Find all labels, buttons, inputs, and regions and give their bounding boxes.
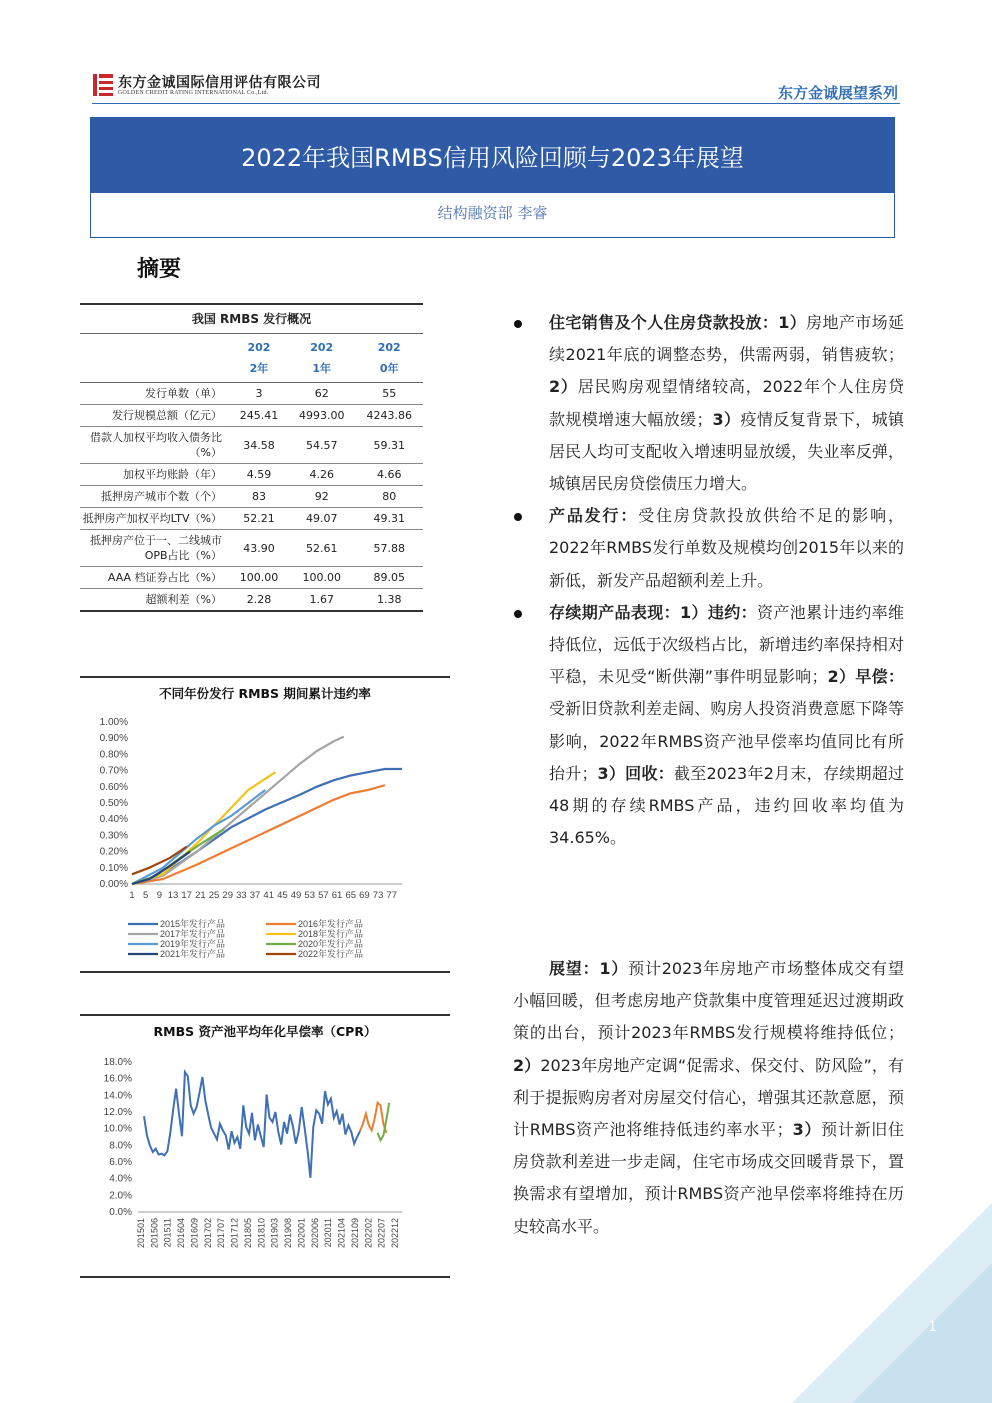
x-tick-label: 201511 — [162, 1218, 173, 1248]
table-row — [80, 464, 423, 486]
author-line: 结构融资部 李睿 — [437, 204, 548, 222]
bold-run: 2）早偿： — [827, 667, 904, 687]
year-part: 202 — [377, 341, 401, 354]
y-tick-label: 0.0% — [109, 1207, 132, 1218]
cell: 43.90 — [230, 530, 288, 567]
x-tick-label: 21 — [195, 890, 206, 901]
bullet-item — [512, 500, 904, 597]
cell: 52.21 — [230, 508, 288, 530]
y-tick-label: 0.10% — [99, 862, 128, 874]
table-caption: 我国 RMBS 发行概况 — [80, 304, 423, 334]
legend-label: 2017年发行产品 — [160, 929, 226, 939]
y-tick-label: 8.0% — [109, 1140, 132, 1152]
bold-run: 3） — [712, 409, 741, 429]
row-label: 借款人加权平均收入债务比（%） — [80, 427, 230, 464]
y-tick-label: 16.0% — [103, 1073, 132, 1085]
rmbs-issuance-table — [80, 303, 423, 612]
table-year-2022 — [230, 334, 288, 383]
row-label: 发行单数（单） — [80, 383, 230, 405]
cell: 59.31 — [355, 427, 423, 464]
report-title: 2022年我国RMBS信用风险回顾与2023年展望 — [91, 118, 894, 193]
text-run: 截至2023年2月末，存续期超过48期的存续RMBS产品，违约回收率均值为34.65%。 — [549, 763, 904, 848]
year-part: 0年 — [379, 362, 399, 375]
row-label: 抵押房产位于一、二线城市OPB占比（%） — [80, 530, 230, 567]
cell: 3 — [230, 383, 288, 405]
bullet-heading: 产品发行： — [549, 506, 639, 526]
bold-run: 2） — [549, 377, 578, 397]
legend-label: 2015年发行产品 — [160, 919, 226, 929]
legend-label: 2016年发行产品 — [298, 919, 364, 929]
text-run: 预计2023年房地产市场整体成交有望小幅回暖，但考虑房地产贷款集中度管理延迟过渡期政策的出台，预计2023年RMBS发行规模将维持低位； — [513, 959, 904, 1043]
cell: 54.57 — [288, 427, 356, 464]
text-run: 2023年房地产定调“促需求、保交付、防风险”，有利于提振购房者对房屋交付信心，增强其还款意愿，预计RMBS资产池将维持低违约率水平； — [513, 1055, 904, 1140]
y-tick-label: 0.30% — [99, 830, 128, 842]
cell: 245.41 — [230, 405, 288, 427]
bullet-heading: 存续期产品表现： — [549, 602, 680, 622]
cell: 49.07 — [288, 508, 356, 530]
series-line — [132, 790, 265, 884]
cpr-plot — [80, 1040, 450, 1274]
bullet-item — [512, 307, 904, 500]
cell: 49.31 — [355, 508, 423, 530]
text-run: 疫情反复背景下，城镇居民人均可支配收入增速明显放缓，失业率反弹，城镇居民房贷偿债压力增大。 — [549, 409, 904, 494]
x-tick-label: 202006 — [309, 1218, 320, 1249]
bullet-item — [512, 597, 904, 855]
text-run: 预计新旧住房贷款利差进一步走阔，住宅市场成交回暖背景下，置换需求有望增加，预计RMBS资产池早偿率将维持在历史较高水平。 — [513, 1120, 904, 1236]
x-tick-label: 45 — [277, 890, 288, 901]
default-rate-chart — [80, 676, 450, 973]
y-tick-label: 0.70% — [99, 765, 128, 777]
x-tick-label: 25 — [208, 890, 220, 901]
x-tick-label: 65 — [345, 890, 357, 901]
text-run: 受住房贷款投放供给不足的影响，2022年RMBS发行单数及规模均创2015年以来的新低，新发产品超额利差上升。 — [549, 506, 904, 590]
cell: 1.38 — [355, 589, 423, 612]
abstract-heading: 摘要 — [137, 257, 182, 282]
cell: 80 — [355, 486, 423, 508]
cell: 92 — [288, 486, 356, 508]
table-row — [80, 405, 423, 427]
y-tick-label: 0.20% — [99, 846, 128, 858]
default-rate-plot — [80, 702, 450, 970]
chart-title: RMBS 资产池平均年化早偿率（CPR） — [153, 1024, 377, 1039]
x-tick-label: 41 — [263, 890, 274, 901]
row-label: 抵押房产城市个数（个） — [80, 486, 230, 508]
y-tick-label: 0.00% — [99, 879, 128, 890]
x-tick-label: 202104 — [336, 1218, 347, 1249]
cell: 83 — [230, 486, 288, 508]
series-line — [132, 772, 276, 884]
x-tick-label: 69 — [359, 890, 370, 901]
table-header-row — [80, 334, 423, 383]
bullet-heading: 住宅销售及个人住房贷款投放： — [549, 313, 779, 332]
table-header-blank — [80, 334, 230, 383]
page-number: 1 — [928, 1319, 937, 1335]
x-tick-label: 201908 — [283, 1218, 294, 1249]
legend-label: 2018年发行产品 — [298, 929, 364, 939]
x-tick-label: 77 — [386, 890, 398, 901]
x-tick-label: 202207 — [376, 1218, 387, 1249]
bold-run: 1） — [599, 959, 629, 978]
x-tick-label: 17 — [181, 890, 192, 901]
y-tick-label: 18.0% — [103, 1057, 132, 1068]
table-row — [80, 508, 423, 530]
x-tick-label: 29 — [222, 890, 233, 901]
y-tick-label: 1.00% — [99, 717, 128, 728]
series-line — [360, 1103, 386, 1133]
corner-decoration — [762, 1163, 992, 1403]
y-tick-label: 4.0% — [109, 1173, 132, 1185]
x-tick-label: 201903 — [269, 1218, 280, 1249]
cell: 4.59 — [230, 464, 288, 486]
cell: 34.58 — [230, 427, 288, 464]
y-tick-label: 14.0% — [103, 1090, 132, 1102]
legend-label: 2022年发行产品 — [298, 949, 364, 959]
x-tick-label: 49 — [290, 890, 302, 901]
row-label: 超额利差（%） — [80, 589, 230, 612]
legend-label: 2019年发行产品 — [160, 939, 226, 949]
year-part: 202 — [247, 341, 271, 354]
y-tick-label: 2.0% — [109, 1190, 132, 1202]
table-row — [80, 530, 423, 567]
company-logo-icon — [92, 72, 114, 98]
series-line — [144, 1072, 360, 1178]
x-tick-label: 201501 — [136, 1218, 146, 1249]
year-part: 202 — [310, 341, 334, 354]
table-row — [80, 486, 423, 508]
cell: 55 — [355, 383, 423, 405]
cell: 4243.86 — [355, 405, 423, 427]
summary-bullets — [512, 307, 904, 854]
bold-run: 3）回收： — [597, 763, 674, 783]
x-tick-label: 201810 — [256, 1218, 267, 1249]
bullet-dot-icon — [514, 513, 522, 521]
y-tick-label: 0.50% — [99, 798, 128, 809]
x-tick-label: 202011 — [323, 1218, 334, 1248]
row-label: 抵押房产加权平均LTV（%） — [80, 508, 230, 530]
cell: 4993.00 — [288, 405, 356, 427]
y-tick-label: 12.0% — [103, 1107, 132, 1118]
table-row — [80, 567, 423, 589]
title-box — [90, 117, 895, 238]
table-year-2020 — [355, 334, 423, 383]
x-tick-label: 202109 — [349, 1218, 360, 1249]
y-tick-label: 0.40% — [99, 814, 128, 826]
x-tick-label: 53 — [304, 890, 316, 901]
bold-run: 展望： — [549, 959, 600, 978]
y-tick-label: 0.90% — [99, 733, 128, 745]
x-tick-label: 202212 — [390, 1218, 400, 1249]
cell: 89.05 — [355, 567, 423, 589]
bold-run: 1）违约： — [679, 602, 757, 622]
cell: 57.88 — [355, 530, 423, 567]
legend-label: 2021年发行产品 — [160, 949, 226, 959]
row-label: AAA 档证券占比（%） — [80, 567, 230, 589]
table-row — [80, 589, 423, 612]
x-tick-label: 13 — [167, 890, 179, 901]
year-part: 2年 — [249, 362, 269, 375]
text-run: 受新旧贷款利差走阔、购房人投资消费意愿下降等影响，2022年RMBS资产池早偿率均值同比有所抬升； — [549, 699, 904, 783]
x-tick-label: 201712 — [229, 1218, 240, 1249]
company-name-en: GOLDEN CREDIT RATING INTERNATIONAL Co.,Ltd. — [118, 90, 269, 96]
text-run: 房地产市场延续2021年底的调整态势，供需两弱，销售疲软； — [549, 313, 904, 365]
x-tick-label: 201609 — [189, 1218, 200, 1249]
x-tick-label: 201506 — [149, 1218, 160, 1249]
bold-run: 2） — [513, 1055, 541, 1075]
y-tick-label: 6.0% — [109, 1157, 132, 1168]
x-tick-label: 201702 — [202, 1218, 213, 1249]
x-tick-label: 201805 — [242, 1218, 253, 1249]
cell: 52.61 — [288, 530, 356, 567]
x-tick-label: 61 — [331, 890, 343, 901]
y-tick-label: 0.60% — [99, 781, 128, 793]
text-run: 资产池累计违约率维持低位，远低于次级档占比，新增违约率保持相对平稳，未见受“断供潮”事件明显影响； — [549, 602, 904, 687]
table-row — [80, 427, 423, 464]
header-divider — [92, 103, 900, 104]
text-run: 居民购房观望情绪较高，2022年个人住房贷款规模增速大幅放缓； — [549, 377, 904, 429]
x-tick-label: 33 — [236, 890, 247, 901]
bold-run: 3） — [792, 1120, 822, 1140]
year-part: 1年 — [312, 362, 332, 375]
table-row — [80, 383, 423, 405]
bullet-dot-icon — [514, 320, 522, 328]
x-tick-label: 37 — [249, 890, 261, 901]
series-label: 东方金诚展望系列 — [777, 84, 898, 102]
cell: 62 — [288, 383, 356, 405]
cell: 1.67 — [288, 589, 356, 612]
x-tick-label: 202202 — [363, 1218, 374, 1249]
cell: 4.66 — [355, 464, 423, 486]
x-tick-label: 5 — [143, 890, 149, 901]
x-tick-label: 201604 — [176, 1218, 187, 1249]
x-tick-label: 1 — [129, 890, 135, 901]
x-tick-label: 202001 — [296, 1218, 307, 1249]
row-label: 加权平均账龄（年） — [80, 464, 230, 486]
cpr-chart — [80, 1014, 450, 1278]
company-name-cn: 东方金诚国际信用评估有限公司 — [118, 75, 321, 91]
cell: 100.00 — [288, 567, 356, 589]
x-tick-label: 9 — [156, 890, 162, 901]
bold-run: 1） — [778, 313, 807, 332]
cell: 100.00 — [230, 567, 288, 589]
table-year-2021 — [288, 334, 356, 383]
row-label: 发行规模总额（亿元） — [80, 405, 230, 427]
chart-title: 不同年份发行 RMBS 期间累计违约率 — [159, 686, 371, 701]
x-tick-label: 73 — [372, 890, 384, 901]
y-tick-label: 10.0% — [103, 1123, 132, 1135]
cell: 4.26 — [288, 464, 356, 486]
bullet-dot-icon — [514, 610, 522, 618]
cell: 2.28 — [230, 589, 288, 612]
x-tick-label: 57 — [318, 890, 329, 901]
legend-label: 2020年发行产品 — [298, 939, 364, 949]
y-tick-label: 0.80% — [99, 749, 128, 761]
x-tick-label: 201707 — [216, 1218, 227, 1249]
